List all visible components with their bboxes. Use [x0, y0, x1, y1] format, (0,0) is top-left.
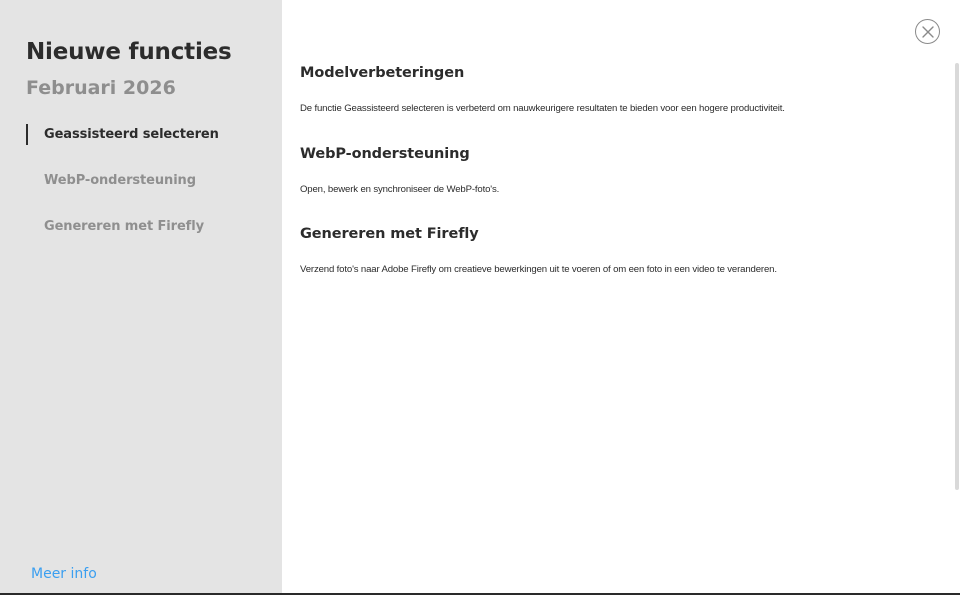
active-indicator [26, 170, 28, 191]
section-title: Genereren met Firefly [300, 226, 479, 242]
section-body: Verzend foto's naar Adobe Firefly om creatieve bewerkingen uit te voeren of om een foto in een video te veranderen. [300, 264, 777, 275]
section-body: Open, bewerk en synchroniseer de WebP-foto's. [300, 184, 500, 195]
active-indicator [26, 124, 28, 145]
section-body: De functie Geassisteerd selecteren is verbeterd om nauwkeurigere resultaten te bieden voor een hogere productiviteit. [300, 103, 785, 114]
more-info-link[interactable]: Meer info [31, 566, 97, 582]
sidebar-subtitle: Februari 2026 [26, 77, 176, 99]
sidebar [0, 0, 282, 593]
close-button[interactable] [915, 19, 940, 44]
nav-item-label: Genereren met Firefly [44, 218, 204, 234]
nav-item-webp-ondersteuning[interactable] [26, 169, 196, 191]
nav-item-label: WebP-ondersteuning [44, 172, 196, 188]
section-title: Modelverbeteringen [300, 65, 465, 81]
nav-item-geassisteerd-selecteren[interactable] [26, 123, 219, 145]
active-indicator [26, 216, 28, 237]
close-icon [922, 26, 934, 38]
sidebar-title: Nieuwe functies [26, 39, 232, 65]
nav-item-genereren-met-firefly[interactable] [26, 215, 204, 237]
nav-item-label: Geassisteerd selecteren [44, 126, 219, 142]
section-title: WebP-ondersteuning [300, 146, 470, 162]
content-panel [282, 0, 960, 593]
vertical-scrollbar[interactable] [955, 63, 959, 490]
